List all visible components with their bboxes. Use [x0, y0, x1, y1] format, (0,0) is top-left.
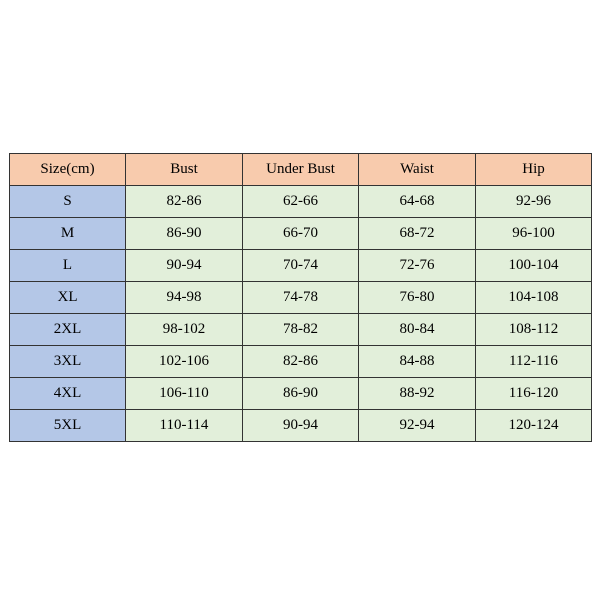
bust-cell: 90-94 [126, 250, 243, 282]
bust-cell: 102-106 [126, 346, 243, 378]
waist-cell: 88-92 [359, 378, 476, 410]
hip-cell: 116-120 [476, 378, 592, 410]
under-bust-cell: 90-94 [243, 410, 359, 442]
bust-cell: 98-102 [126, 314, 243, 346]
table-row [10, 314, 592, 346]
table-row [10, 282, 592, 314]
hip-cell: 112-116 [476, 346, 592, 378]
under-bust-cell: 62-66 [243, 186, 359, 218]
hip-cell: 104-108 [476, 282, 592, 314]
table-row [10, 410, 592, 442]
size-chart-header [10, 154, 592, 186]
size-label: 3XL [10, 346, 126, 378]
waist-cell: 64-68 [359, 186, 476, 218]
size-label: 2XL [10, 314, 126, 346]
size-label: XL [10, 282, 126, 314]
hip-cell: 120-124 [476, 410, 592, 442]
header-hip: Hip [476, 154, 592, 186]
size-chart-body [10, 186, 592, 442]
waist-cell: 76-80 [359, 282, 476, 314]
under-bust-cell: 70-74 [243, 250, 359, 282]
table-row [10, 346, 592, 378]
size-label: M [10, 218, 126, 250]
waist-cell: 72-76 [359, 250, 476, 282]
header-waist: Waist [359, 154, 476, 186]
under-bust-cell: 86-90 [243, 378, 359, 410]
bust-cell: 86-90 [126, 218, 243, 250]
table-row [10, 378, 592, 410]
table-row [10, 218, 592, 250]
size-label: 4XL [10, 378, 126, 410]
hip-cell: 92-96 [476, 186, 592, 218]
hip-cell: 108-112 [476, 314, 592, 346]
size-chart-table [9, 153, 592, 442]
bust-cell: 110-114 [126, 410, 243, 442]
header-size: Size(cm) [10, 154, 126, 186]
waist-cell: 80-84 [359, 314, 476, 346]
bust-cell: 82-86 [126, 186, 243, 218]
size-label: S [10, 186, 126, 218]
table-row [10, 250, 592, 282]
waist-cell: 84-88 [359, 346, 476, 378]
bust-cell: 94-98 [126, 282, 243, 314]
under-bust-cell: 78-82 [243, 314, 359, 346]
under-bust-cell: 74-78 [243, 282, 359, 314]
under-bust-cell: 82-86 [243, 346, 359, 378]
header-bust: Bust [126, 154, 243, 186]
table-row [10, 186, 592, 218]
header-under-bust: Under Bust [243, 154, 359, 186]
waist-cell: 92-94 [359, 410, 476, 442]
size-label: L [10, 250, 126, 282]
bust-cell: 106-110 [126, 378, 243, 410]
under-bust-cell: 66-70 [243, 218, 359, 250]
waist-cell: 68-72 [359, 218, 476, 250]
hip-cell: 96-100 [476, 218, 592, 250]
header-row [10, 154, 592, 186]
hip-cell: 100-104 [476, 250, 592, 282]
size-label: 5XL [10, 410, 126, 442]
